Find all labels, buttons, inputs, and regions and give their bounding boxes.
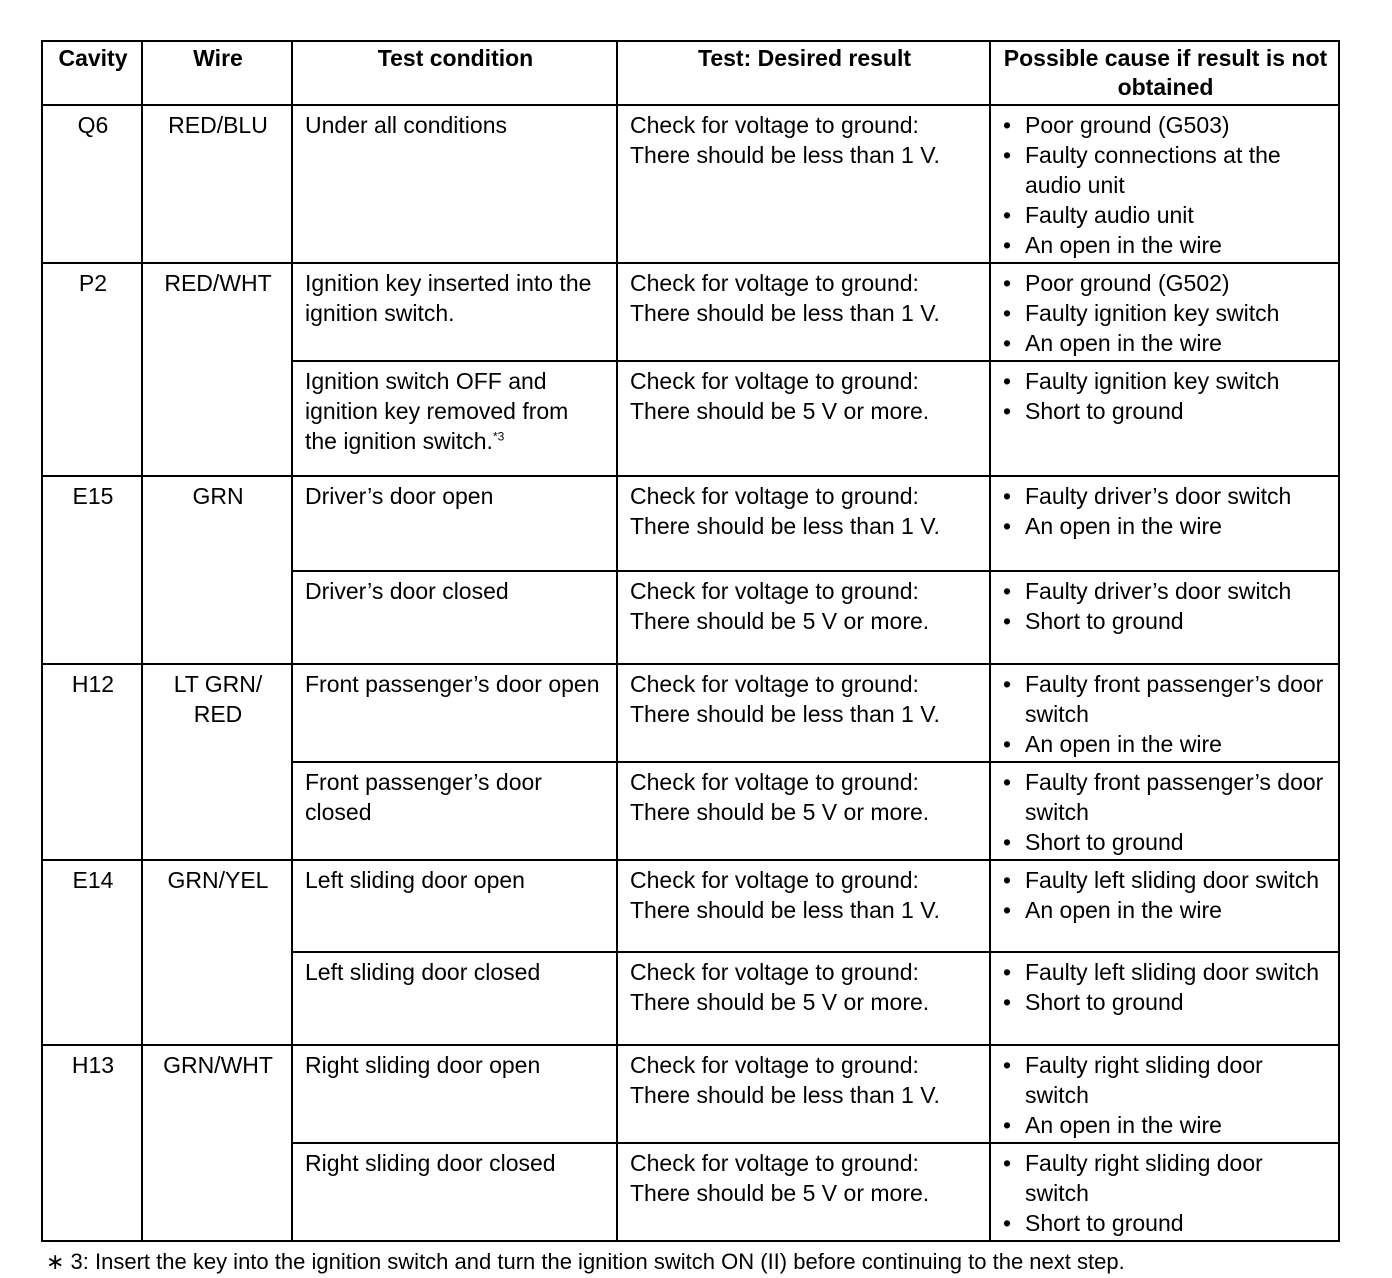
cause-item — [1003, 396, 1328, 426]
bullet-icon: • — [1003, 398, 1012, 424]
test-condition-cell — [292, 571, 617, 664]
condition-text: Under all conditions — [305, 112, 508, 138]
cause-text: An open in the wire — [1025, 1112, 1222, 1138]
bullet-icon: • — [1003, 829, 1012, 855]
table-row — [42, 263, 1339, 361]
bullet-icon: • — [1003, 578, 1012, 604]
bullet-icon: • — [1003, 959, 1012, 985]
test-condition-cell — [292, 1143, 617, 1241]
cause-item — [1003, 729, 1328, 759]
cause-text: Faulty front passenger’s door switch — [1025, 671, 1324, 727]
test-condition-cell — [292, 476, 617, 571]
possible-cause-cell — [990, 571, 1339, 664]
bullet-icon: • — [1003, 330, 1012, 356]
bullet-icon: • — [1003, 867, 1012, 893]
bullet-icon: • — [1003, 1150, 1012, 1176]
cause-item — [1003, 767, 1328, 827]
cause-text: Faulty audio unit — [1025, 202, 1194, 228]
desired-result-cell: Check for voltage to ground: There should be 5 V or more. — [617, 952, 990, 1045]
desired-result-cell: Check for voltage to ground: There should be less than 1 V. — [617, 1045, 990, 1143]
possible-cause-cell — [990, 762, 1339, 860]
possible-cause-cell — [990, 263, 1339, 361]
cause-item — [1003, 511, 1328, 541]
cause-text: Short to ground — [1025, 829, 1184, 855]
cause-item — [1003, 827, 1328, 857]
bullet-icon: • — [1003, 232, 1012, 258]
table-row — [42, 860, 1339, 952]
bullet-icon: • — [1003, 769, 1012, 795]
header-wire: Wire — [142, 41, 292, 105]
possible-cause-cell — [990, 860, 1339, 952]
wire-cell: GRN/WHT — [142, 1045, 292, 1241]
document-body — [41, 40, 1351, 1276]
wire-cell: LT GRN/ RED — [142, 664, 292, 860]
cause-text: Faulty front passenger’s door switch — [1025, 769, 1324, 825]
bullet-icon: • — [1003, 112, 1012, 138]
cause-text: Faulty ignition key switch — [1025, 368, 1280, 394]
desired-result-cell: Check for voltage to ground: There should be less than 1 V. — [617, 105, 990, 263]
test-condition-cell — [292, 664, 617, 762]
bullet-icon: • — [1003, 202, 1012, 228]
wire-cell: RED/BLU — [142, 105, 292, 263]
cause-text: Faulty driver’s door switch — [1025, 483, 1292, 509]
cavity-cell: E15 — [42, 476, 142, 664]
cause-item — [1003, 1208, 1328, 1238]
table-row — [42, 1045, 1339, 1143]
cause-item — [1003, 366, 1328, 396]
wire-cell: GRN/YEL — [142, 860, 292, 1045]
cavity-cell: H12 — [42, 664, 142, 860]
cause-text: An open in the wire — [1025, 330, 1222, 356]
header-possible-cause: Possible cause if result is not obtained — [990, 41, 1339, 105]
cavity-cell: E14 — [42, 860, 142, 1045]
cause-item — [1003, 1110, 1328, 1140]
test-condition-cell — [292, 361, 617, 476]
table-row — [42, 664, 1339, 762]
wire-cell: GRN — [142, 476, 292, 664]
cause-item — [1003, 606, 1328, 636]
bullet-icon: • — [1003, 897, 1012, 923]
cause-item — [1003, 268, 1328, 298]
possible-cause-cell — [990, 105, 1339, 263]
possible-cause-cell — [990, 1045, 1339, 1143]
header-cavity: Cavity — [42, 41, 142, 105]
cause-text: Faulty right sliding door switch — [1025, 1052, 1263, 1108]
condition-text: Right sliding door open — [305, 1052, 541, 1078]
cause-item — [1003, 1148, 1328, 1208]
header-desired-result: Test: Desired result — [617, 41, 990, 105]
cause-item — [1003, 1050, 1328, 1110]
bullet-icon: • — [1003, 608, 1012, 634]
desired-result-cell: Check for voltage to ground: There should be 5 V or more. — [617, 762, 990, 860]
condition-text: Front passenger’s door closed — [305, 769, 542, 825]
desired-result-cell: Check for voltage to ground: There should be 5 V or more. — [617, 361, 990, 476]
cause-text: An open in the wire — [1025, 513, 1222, 539]
cause-item — [1003, 895, 1328, 925]
cause-text: An open in the wire — [1025, 232, 1222, 258]
header-test-condition: Test condition — [292, 41, 617, 105]
cavity-cell: P2 — [42, 263, 142, 476]
condition-text: Left sliding door open — [305, 867, 525, 893]
bullet-icon: • — [1003, 731, 1012, 757]
cause-item — [1003, 865, 1328, 895]
bullet-icon: • — [1003, 300, 1012, 326]
cause-text: Short to ground — [1025, 608, 1184, 634]
wire-cell: RED/WHT — [142, 263, 292, 476]
possible-cause-cell — [990, 476, 1339, 571]
cause-text: Faulty driver’s door switch — [1025, 578, 1292, 604]
cause-item — [1003, 328, 1328, 358]
condition-text: Left sliding door closed — [305, 959, 541, 985]
cause-item — [1003, 110, 1328, 140]
cause-item — [1003, 481, 1328, 511]
condition-text: Driver’s door open — [305, 483, 494, 509]
possible-cause-cell — [990, 664, 1339, 762]
cause-text: Faulty right sliding door switch — [1025, 1150, 1263, 1206]
desired-result-cell: Check for voltage to ground: There should be less than 1 V. — [617, 664, 990, 762]
cause-text: Poor ground (G502) — [1025, 270, 1230, 296]
cause-item — [1003, 298, 1328, 328]
test-condition-cell — [292, 1045, 617, 1143]
cavity-cell: Q6 — [42, 105, 142, 263]
cavity-cell: H13 — [42, 1045, 142, 1241]
test-table — [41, 40, 1340, 1242]
cause-text: Short to ground — [1025, 1210, 1184, 1236]
cause-text: Faulty left sliding door switch — [1025, 959, 1320, 985]
footnote: ∗ 3: Insert the key into the ignition switch and turn the ignition switch ON (II) before continuing to the next step. — [46, 1249, 1125, 1274]
condition-text: Front passenger’s door open — [305, 671, 600, 697]
bullet-icon: • — [1003, 368, 1012, 394]
test-condition-cell — [292, 762, 617, 860]
possible-cause-cell — [990, 361, 1339, 476]
desired-result-cell: Check for voltage to ground: There should be less than 1 V. — [617, 860, 990, 952]
desired-result-cell: Check for voltage to ground: There should be 5 V or more. — [617, 571, 990, 664]
test-condition-cell — [292, 263, 617, 361]
cause-text: An open in the wire — [1025, 897, 1222, 923]
test-condition-cell — [292, 105, 617, 263]
bullet-icon: • — [1003, 1052, 1012, 1078]
bullet-icon: • — [1003, 1210, 1012, 1236]
cause-item — [1003, 200, 1328, 230]
table-row — [42, 105, 1339, 263]
cause-item — [1003, 230, 1328, 260]
cause-text: Faulty connections at the audio unit — [1025, 142, 1281, 198]
condition-text: Driver’s door closed — [305, 578, 509, 604]
header-row — [42, 41, 1339, 105]
cause-text: Poor ground (G503) — [1025, 112, 1230, 138]
bullet-icon: • — [1003, 513, 1012, 539]
possible-cause-cell — [990, 952, 1339, 1045]
test-condition-cell — [292, 952, 617, 1045]
possible-cause-cell — [990, 1143, 1339, 1241]
cause-text: Faulty left sliding door switch — [1025, 867, 1320, 893]
cause-item — [1003, 987, 1328, 1017]
bullet-icon: • — [1003, 142, 1012, 168]
cause-text: Faulty ignition key switch — [1025, 300, 1280, 326]
condition-text: Ignition switch OFF and ignition key removed from the ignition switch. — [305, 368, 569, 454]
cause-text: Short to ground — [1025, 989, 1184, 1015]
desired-result-cell: Check for voltage to ground: There should be less than 1 V. — [617, 263, 990, 361]
test-condition-cell — [292, 860, 617, 952]
bullet-icon: • — [1003, 671, 1012, 697]
footnote-ref: *3 — [492, 429, 505, 444]
cause-item — [1003, 957, 1328, 987]
cause-item — [1003, 140, 1328, 200]
cause-text: An open in the wire — [1025, 731, 1222, 757]
desired-result-cell: Check for voltage to ground: There should be 5 V or more. — [617, 1143, 990, 1241]
table-row — [42, 476, 1339, 571]
cause-item — [1003, 669, 1328, 729]
condition-text: Ignition key inserted into the ignition switch. — [305, 270, 592, 326]
bullet-icon: • — [1003, 989, 1012, 1015]
bullet-icon: • — [1003, 270, 1012, 296]
bullet-icon: • — [1003, 1112, 1012, 1138]
desired-result-cell: Check for voltage to ground: There should be less than 1 V. — [617, 476, 990, 571]
cause-text: Short to ground — [1025, 398, 1184, 424]
cause-item — [1003, 576, 1328, 606]
condition-text: Right sliding door closed — [305, 1150, 556, 1176]
bullet-icon: • — [1003, 483, 1012, 509]
